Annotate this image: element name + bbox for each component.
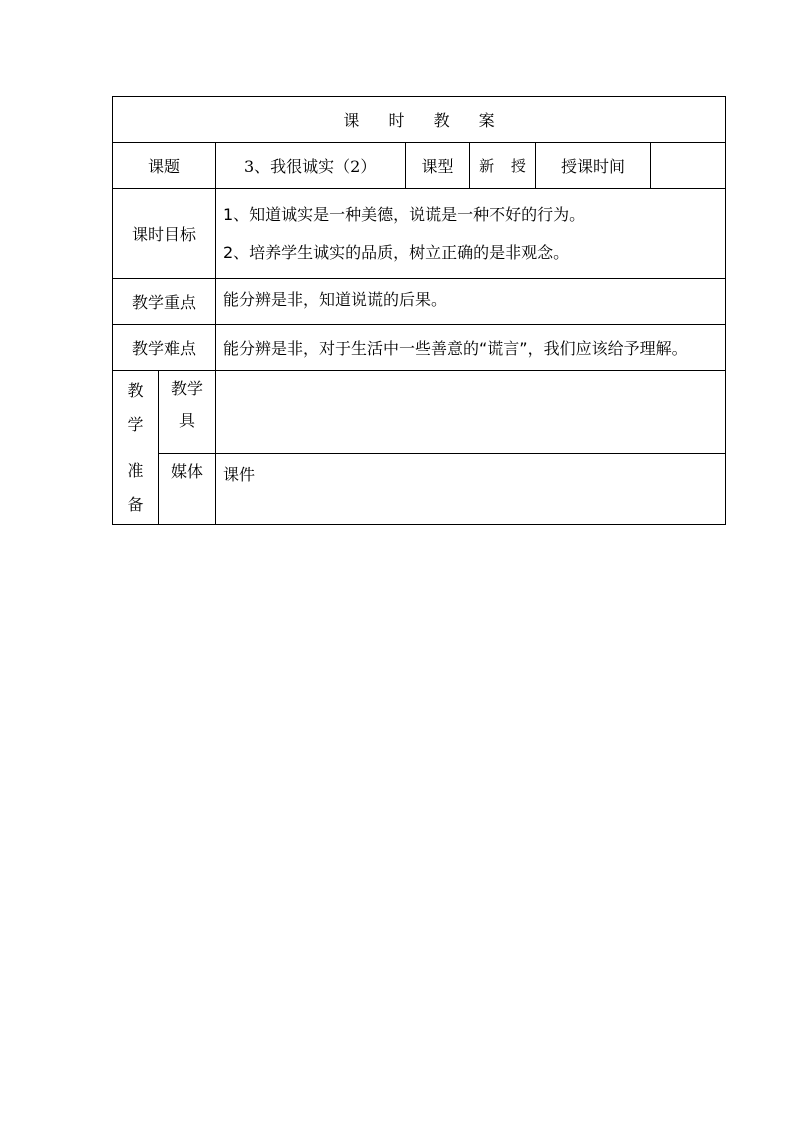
difficulty-label: 教学难点	[113, 325, 216, 371]
key-point-label: 教学重点	[113, 279, 216, 325]
lesson-time-value	[651, 143, 726, 189]
difficulty-value: 能分辨是非，对于生活中一些善意的“谎言”，我们应该给予理解。	[216, 325, 726, 371]
lesson-plan-table	[112, 96, 726, 525]
teaching-tools-label: 教学 具	[159, 371, 216, 454]
page-title: 课 时 教 案	[113, 97, 726, 143]
lesson-type-label: 课型	[406, 143, 470, 189]
lesson-time-label: 授课时间	[536, 143, 651, 189]
lesson-type-value: 新 授	[470, 143, 536, 189]
media-label: 媒体	[159, 454, 216, 525]
goals-content	[216, 189, 726, 279]
topic-label: 课题	[113, 143, 216, 189]
topic-value: 3、我很诚实（2）	[216, 143, 406, 189]
goals-label: 课时目标	[113, 189, 216, 279]
teaching-tools-value	[216, 371, 726, 454]
preparation-label: 教 学 准 备	[113, 371, 159, 525]
key-point-value: 能分辨是非，知道说谎的后果。	[216, 279, 726, 325]
goal-item: 1、知道诚实是一种美德，说谎是一种不好的行为。	[223, 204, 586, 224]
media-value: 课件	[216, 454, 726, 525]
goal-item: 2、培养学生诚实的品质，树立正确的是非观念。	[223, 242, 570, 262]
